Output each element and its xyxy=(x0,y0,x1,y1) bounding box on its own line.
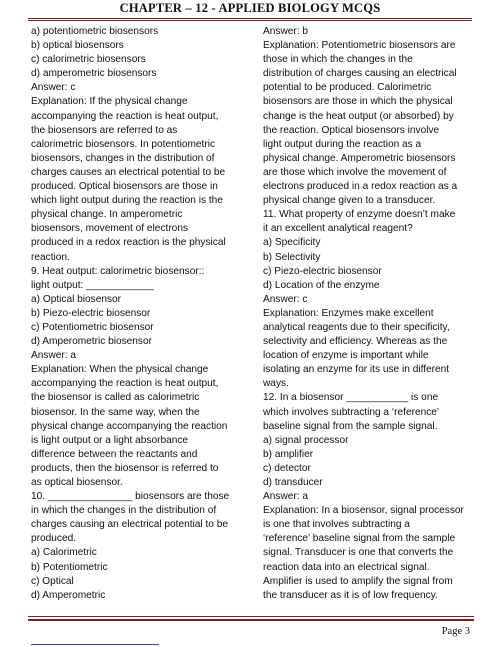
text-line: physical change. In amperometric xyxy=(31,209,183,221)
text-line: products, then the biosensor is referred to xyxy=(31,462,219,474)
text-line: biosensors, changes in the distribution of xyxy=(31,152,215,164)
text-line: produced. xyxy=(31,533,77,545)
text-line: is one that involves subtracting a xyxy=(263,519,410,531)
text-line: the biosensors are referred to as xyxy=(31,124,178,136)
text-line: as optical biosensor. xyxy=(31,477,123,488)
text-line: electrons produced in a redox reaction as a xyxy=(263,181,458,193)
text-line: difference between the reactants and xyxy=(31,448,198,460)
text-line: the reaction. Optical biosensors involve xyxy=(263,124,440,136)
text-line: accompanying the reaction is heat output, xyxy=(31,110,219,122)
text-line: in which the changes in the distribution of xyxy=(31,505,217,517)
text-line: c) detector xyxy=(263,462,311,474)
text-line: Explanation: In a biosensor, signal processor xyxy=(263,505,464,517)
text-line: b) optical biosensors xyxy=(31,40,124,52)
text-line: charges causes an electrical potential to be xyxy=(31,166,226,178)
text-line: Explanation: When the physical change xyxy=(31,364,209,376)
left-text-column xyxy=(31,25,249,603)
text-line: Explanation: If the physical change xyxy=(31,96,188,108)
text-line: b) Selectivity xyxy=(263,251,321,263)
text-line: Answer: b xyxy=(263,26,309,37)
text-line: physical change. Amperometric biosensors xyxy=(263,152,456,164)
footer-link-underline[interactable] xyxy=(31,644,159,645)
text-line: b) amplifier xyxy=(263,448,314,460)
text-line: baseline signal from the sample signal. xyxy=(263,420,438,432)
text-line: Amplifier is used to amplify the signal from xyxy=(263,575,453,587)
text-line: those in which the changes in the xyxy=(263,54,413,66)
footer-rule-thick xyxy=(28,619,474,621)
text-line: the transducer as it is of low frequency. xyxy=(263,589,438,601)
text-line: c) Potentiometric biosensor xyxy=(31,321,154,333)
text-line: which involves subtracting a ‘reference’ xyxy=(263,406,440,418)
text-line: Explanation: Potentiometric biosensors are xyxy=(263,40,456,52)
text-line: potential to be produced. Calorimetric xyxy=(263,82,432,94)
text-line: reaction data into an electrical signal. xyxy=(263,561,430,573)
text-line: accompanying the reaction is heat output, xyxy=(31,378,219,390)
text-line: d) Amperometric biosensor xyxy=(31,336,152,348)
text-line: are those which involve the movement of xyxy=(263,166,447,178)
text-line: 11. What property of enzyme doesn’t make xyxy=(263,209,456,221)
text-line: light output: ____________ xyxy=(31,279,154,291)
text-line: physical change accompanying the reaction xyxy=(31,420,228,432)
text-line: light output during the reaction as a xyxy=(263,138,422,150)
text-line: Answer: a xyxy=(31,350,77,362)
text-line: a) Specificity xyxy=(263,237,321,249)
text-line: biosensor. In the same way, when the xyxy=(31,406,200,418)
text-line: Answer: c xyxy=(31,82,76,94)
text-line: produced. Optical biosensors are those in xyxy=(31,181,218,193)
text-line: distribution of charges causing an electrical xyxy=(263,68,457,80)
text-line: c) Piezo-electric biosensor xyxy=(263,265,382,277)
text-line: a) potentiometric biosensors xyxy=(31,26,159,37)
text-line: 9. Heat output: calorimetric biosensor:: xyxy=(31,265,205,277)
text-line: calorimetric biosensors. In potentiometric xyxy=(31,138,216,150)
text-line: produced in a redox reaction is the physical xyxy=(31,237,226,249)
text-line: the biosensor is called as calorimetric xyxy=(31,392,200,404)
text-line: change is the heat output (or absorbed) by xyxy=(263,110,454,122)
text-line: physical change given to a transducer. xyxy=(263,195,436,207)
text-line: a) Optical biosensor xyxy=(31,293,122,305)
text-line: which light output during the reaction is the xyxy=(31,195,223,207)
text-line: isolating an enzyme for its use in different xyxy=(263,364,450,376)
footer-rule xyxy=(28,616,474,617)
text-line: analytical reagents due to their specificity, xyxy=(263,321,450,333)
text-line: d) amperometric biosensors xyxy=(31,68,157,80)
text-line: Answer: a xyxy=(263,491,309,503)
text-line: Explanation: Enzymes make excellent xyxy=(263,307,434,319)
text-line: is light output or a light absorbance xyxy=(31,434,189,446)
text-line: Answer: c xyxy=(263,293,308,305)
text-line: d) Amperometric xyxy=(31,589,106,601)
right-text-column xyxy=(263,25,475,603)
text-line: a) Calorimetric xyxy=(31,547,97,559)
text-line: it an excellent analytical reagent? xyxy=(263,223,413,235)
text-line: c) calorimetric biosensors xyxy=(31,54,146,66)
text-line: b) Potentiometric xyxy=(31,561,108,573)
text-line: location of enzyme is important while xyxy=(263,350,429,362)
text-line: b) Piezo-electric biosensor xyxy=(31,307,151,319)
text-line: signal. Transducer is one that converts the xyxy=(263,547,454,559)
text-line: d) Location of the enzyme xyxy=(263,279,380,291)
header-rule xyxy=(28,18,472,19)
text-line: d) transducer xyxy=(263,477,323,488)
text-line: 12. In a biosensor ___________ is one xyxy=(263,392,439,404)
text-line: a) signal processor xyxy=(263,434,349,446)
text-line: ‘reference’ baseline signal from the sample xyxy=(263,533,456,545)
text-line: ways. xyxy=(263,378,289,390)
text-line: selectivity and efficiency. Whereas as the xyxy=(263,336,448,348)
text-line: 10. _______________ biosensors are those xyxy=(31,491,230,503)
text-line: biosensors are those in which the physical xyxy=(263,96,453,108)
page-number: Page 3 xyxy=(441,626,470,637)
text-line: c) Optical xyxy=(31,575,74,587)
text-line: biosensors, movement of electrons xyxy=(31,223,189,235)
page-header-title: CHAPTER – 12 - APPLIED BIOLOGY MCQS xyxy=(119,1,381,15)
text-line: reaction. xyxy=(31,251,70,263)
text-line: charges causing an electrical potential to be xyxy=(31,519,228,531)
header-rule-secondary xyxy=(28,20,472,21)
